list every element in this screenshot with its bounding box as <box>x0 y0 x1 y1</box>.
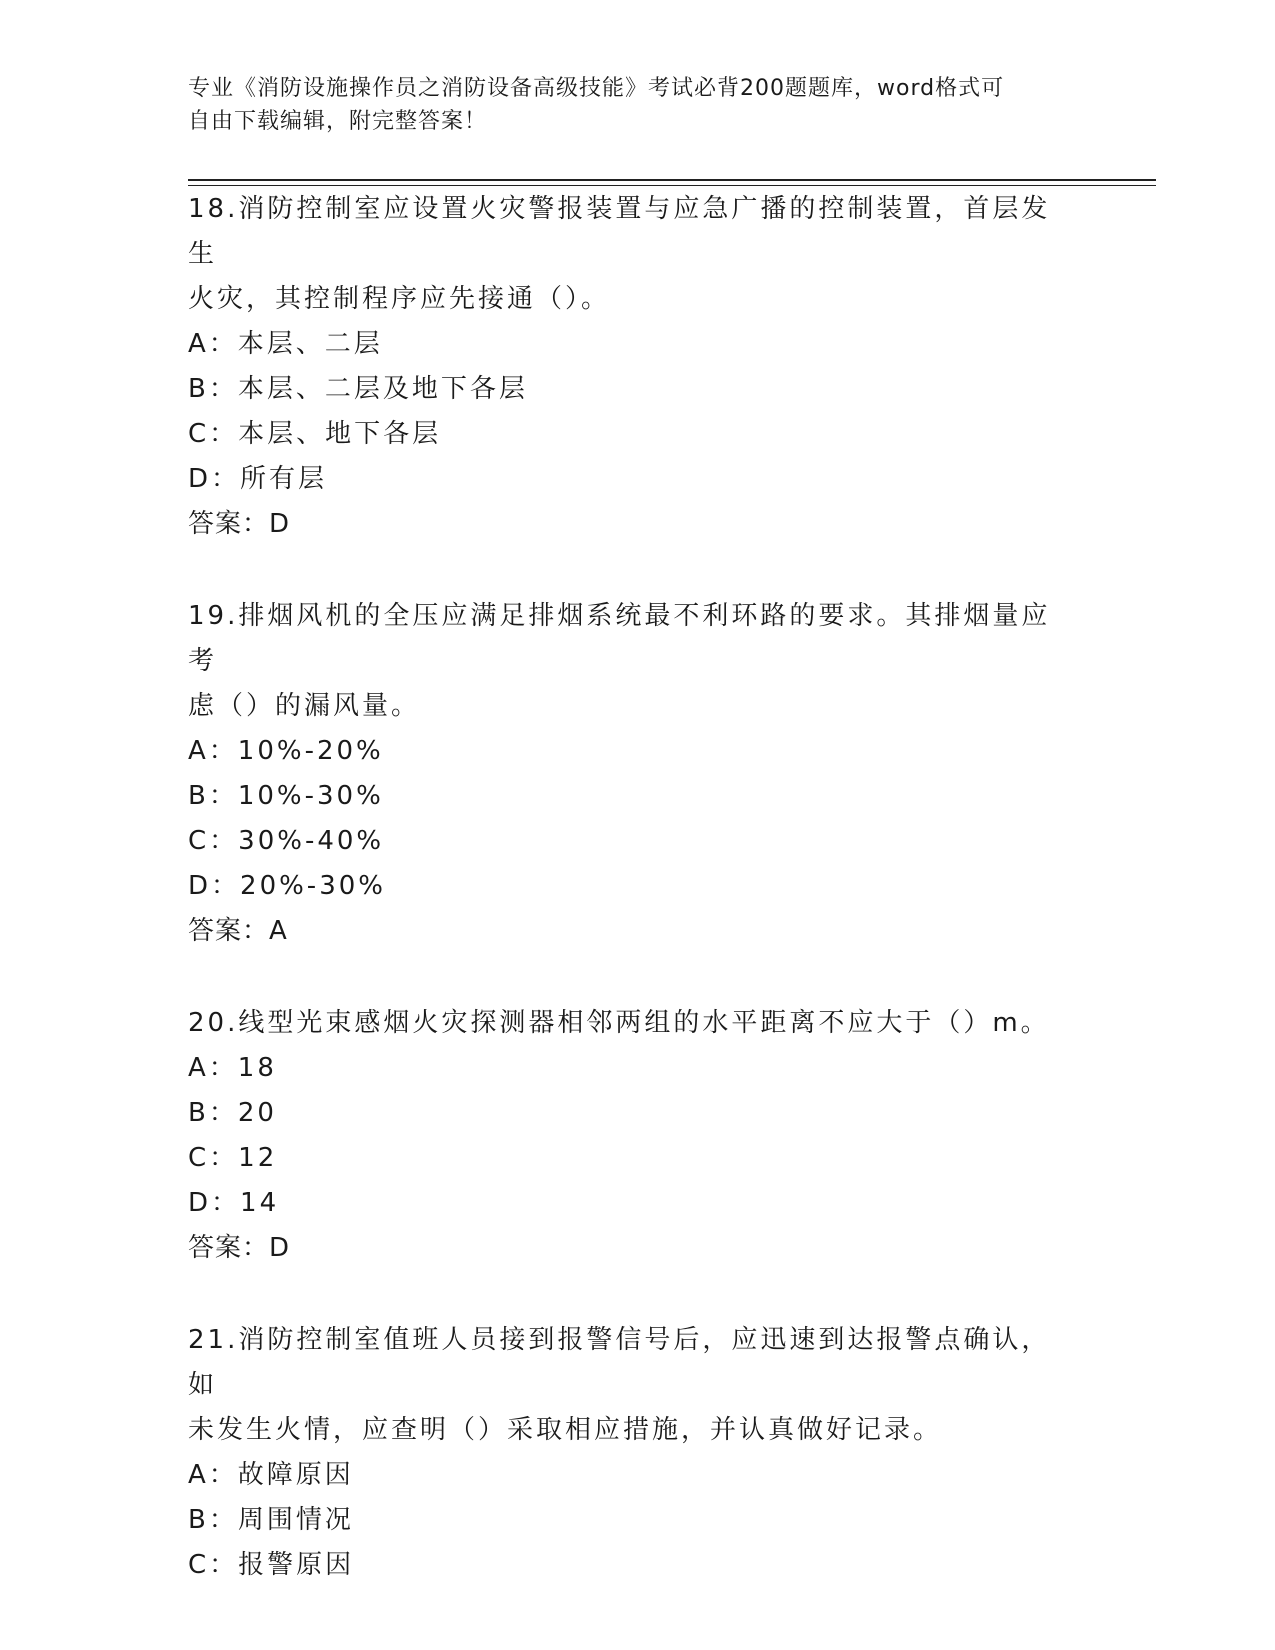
option-a: A：故障原因 <box>188 1460 354 1490</box>
question-19 <box>188 594 1088 954</box>
question-spacer <box>188 1271 1088 1318</box>
question-stem-line-2: 未发生火情，应查明（）采取相应措施，并认真做好记录。 <box>188 1415 943 1445</box>
option-d: D：20%-30% <box>188 871 386 901</box>
header-divider-thin <box>188 185 1156 186</box>
question-21 <box>188 1318 1088 1588</box>
answer: 答案：D <box>188 1233 291 1263</box>
option-c: C：12 <box>188 1143 278 1173</box>
question-20 <box>188 1001 1088 1271</box>
question-stem <box>188 1001 1078 1046</box>
question-spacer <box>188 547 1088 594</box>
question-stem <box>188 594 1078 729</box>
document-header <box>188 72 1078 138</box>
option-a: A：10%-20% <box>188 736 384 766</box>
option-c: C：报警原因 <box>188 1550 355 1580</box>
question-stem <box>188 187 1078 322</box>
option-b: B：20 <box>188 1098 277 1128</box>
option-c: C：本层、地下各层 <box>188 419 442 449</box>
option-d: D：14 <box>188 1188 280 1218</box>
question-stem-line-1: 18.消防控制室应设置火灾警报装置与应急广播的控制装置，首层发生 <box>188 194 1051 269</box>
option-c: C：30%-40% <box>188 826 385 856</box>
option-a: A：18 <box>188 1053 277 1083</box>
question-list <box>188 187 1088 1588</box>
question-spacer <box>188 954 1088 1001</box>
option-d: D：所有层 <box>188 464 328 494</box>
question-stem-line-1: 21.消防控制室值班人员接到报警信号后，应迅速到达报警点确认，如 <box>188 1325 1051 1400</box>
question-stem-line-2: 虑（）的漏风量。 <box>188 691 421 721</box>
option-b: B：本层、二层及地下各层 <box>188 374 528 404</box>
header-divider-thick <box>188 179 1156 181</box>
answer: 答案：A <box>188 916 288 946</box>
option-b: B：10%-30% <box>188 781 384 811</box>
answer: 答案：D <box>188 509 291 539</box>
header-line-2: 自由下载编辑，附完整答案！ <box>188 109 488 134</box>
question-stem-line-1: 19.排烟风机的全压应满足排烟系统最不利环路的要求。其排烟量应考 <box>188 601 1051 676</box>
header-line-1: 专业《消防设施操作员之消防设备高级技能》考试必背200题题库，word格式可 <box>188 76 1005 101</box>
question-stem <box>188 1318 1078 1453</box>
question-18 <box>188 187 1088 547</box>
question-stem-line-1: 20.线型光束感烟火灾探测器相邻两组的水平距离不应大于（）m。 <box>188 1008 1050 1038</box>
question-stem-line-2: 火灾，其控制程序应先接通（）。 <box>188 284 611 314</box>
option-a: A：本层、二层 <box>188 329 383 359</box>
option-b: B：周围情况 <box>188 1505 354 1535</box>
